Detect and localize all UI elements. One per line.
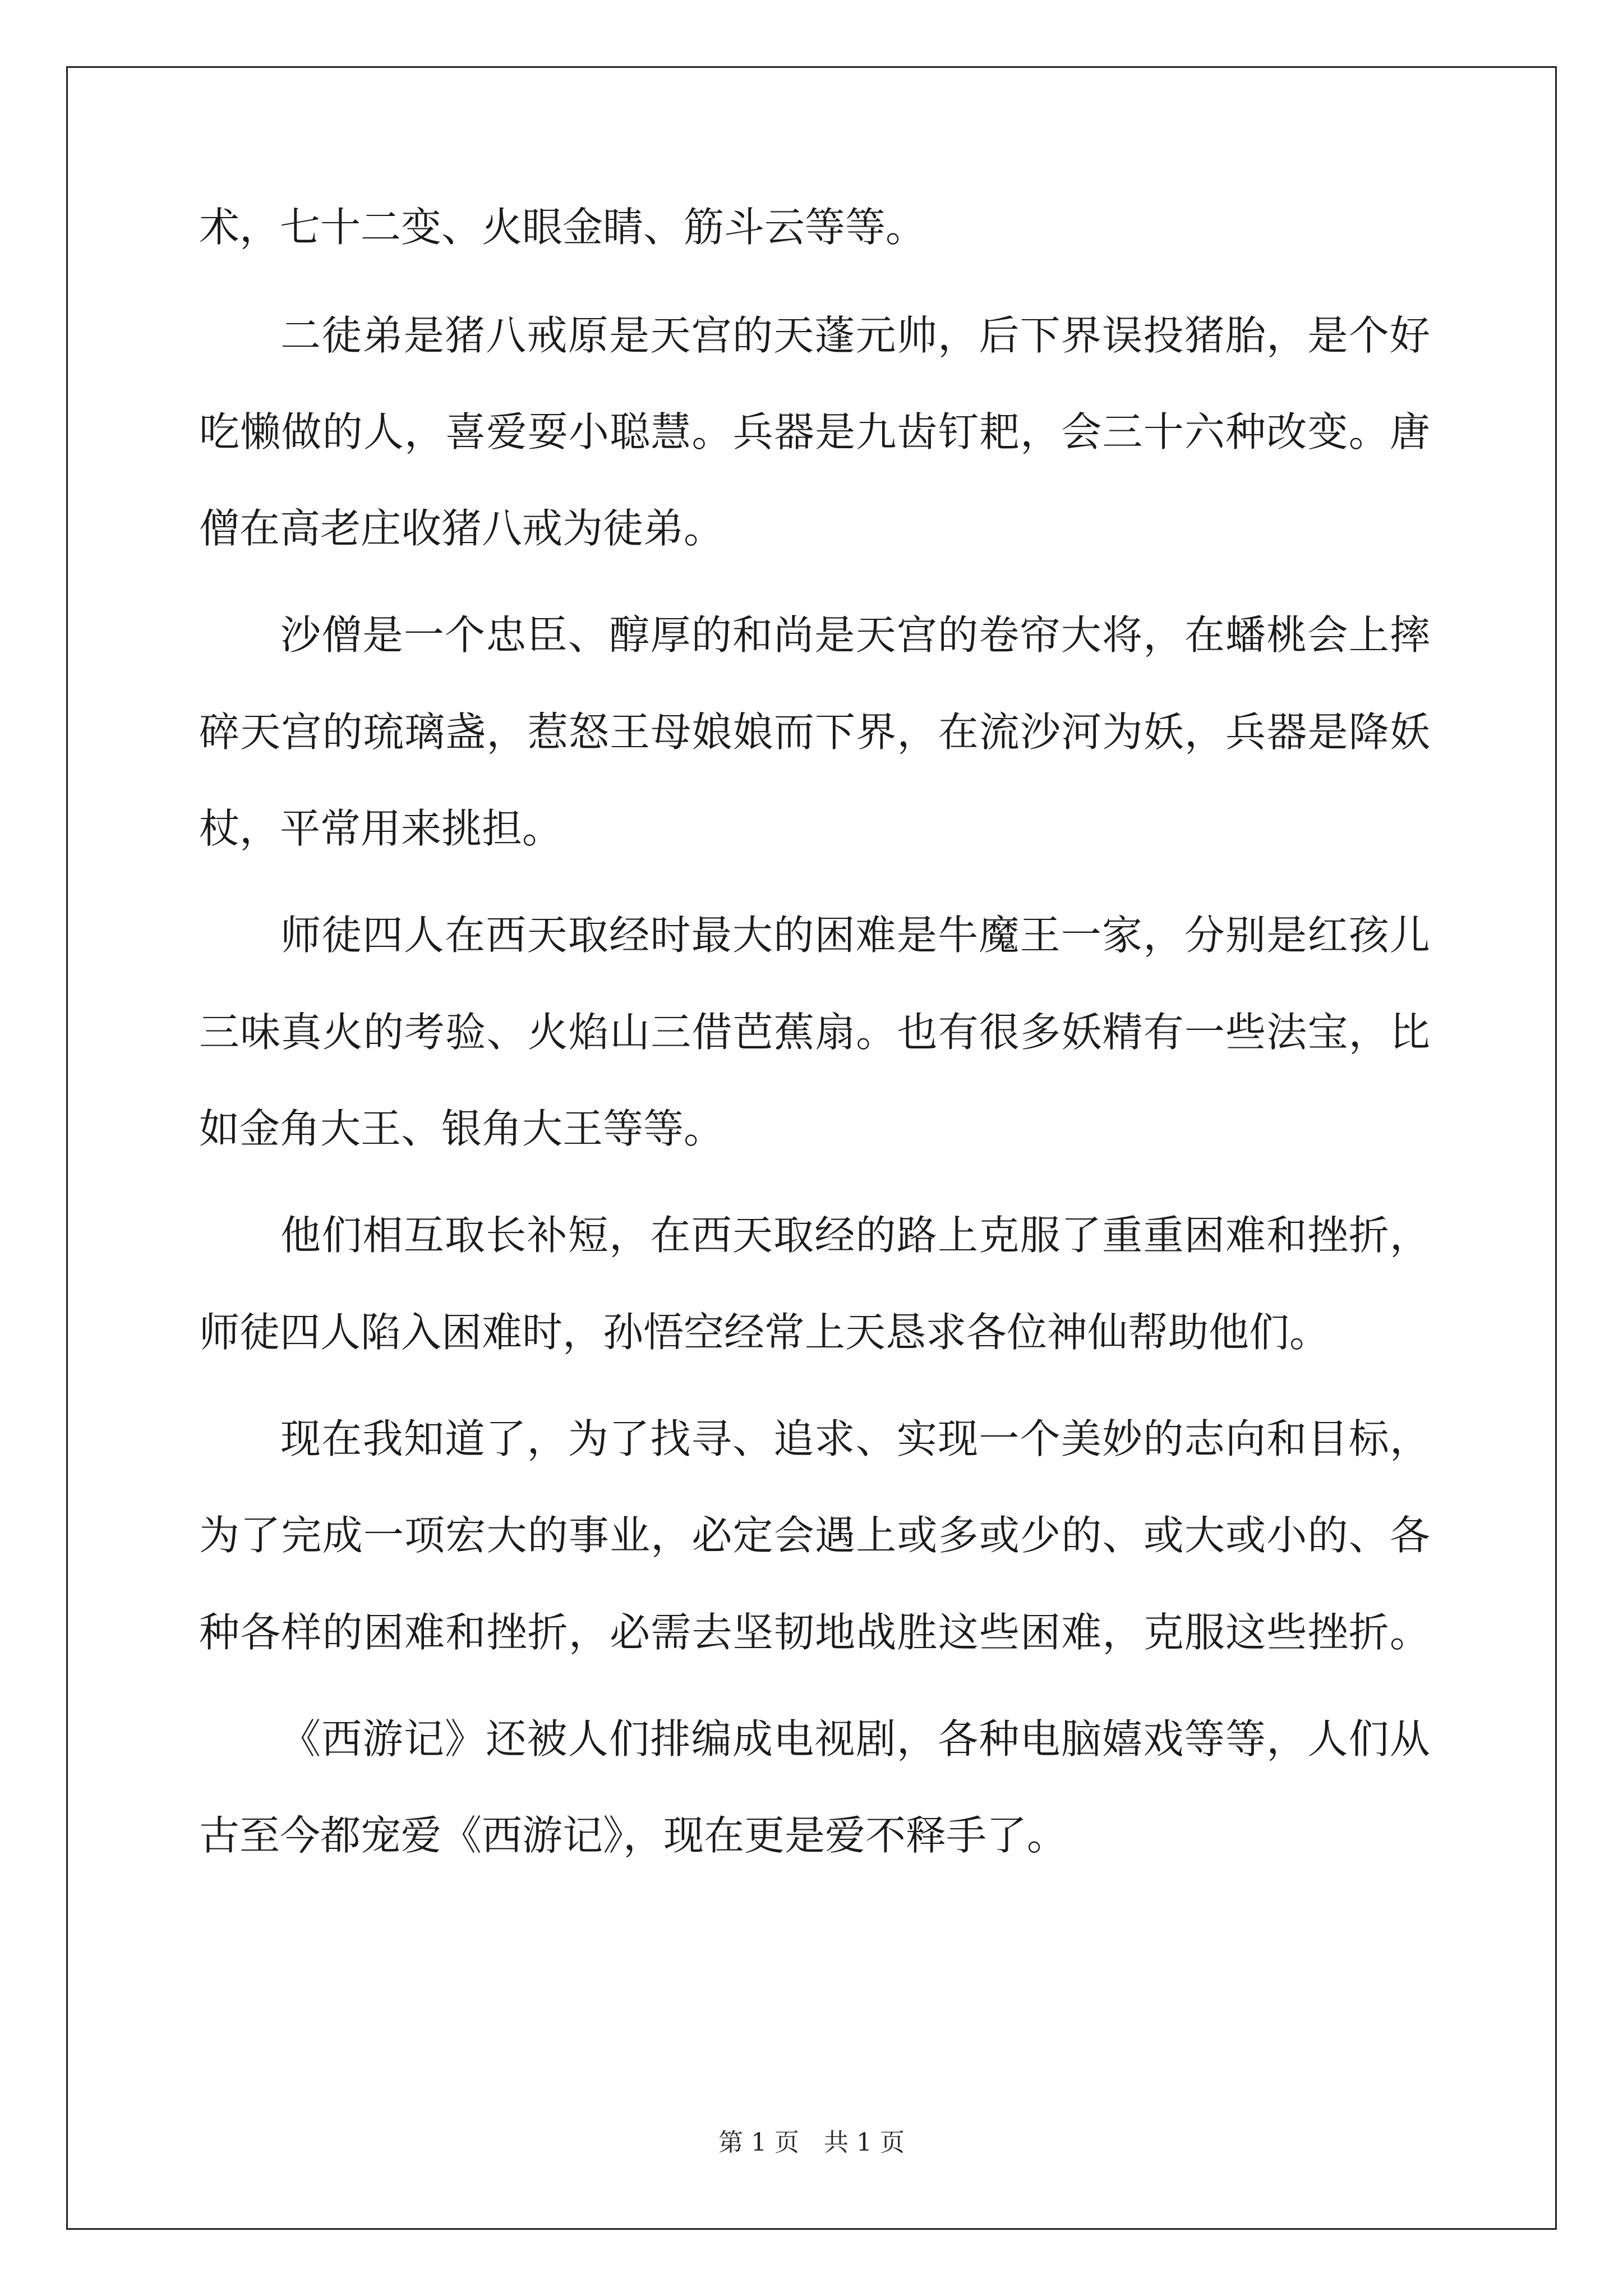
text-line: 他们相互取长补短，在西天取经的路上克服了重重困难和挫折， bbox=[280, 1212, 1430, 1259]
text-line: 师徒四人在西天取经时最大的困难是牛魔王一家，分别是红孩儿 bbox=[280, 912, 1430, 959]
text-line: 种各样的困难和挫折，必需去坚韧地战胜这些困难，克服这些挫折。 bbox=[199, 1609, 1430, 1656]
text-line: 杖，平常用来挑担。 bbox=[199, 805, 563, 852]
text-line: 二徒弟是猪八戒原是天宫的天蓬元帅，后下界误投猪胎，是个好 bbox=[280, 312, 1430, 359]
text-line: 为了完成一项宏大的事业，必定会遇上或多或少的、或大或小的、各 bbox=[199, 1512, 1430, 1559]
text-line: 古至今都宠爱《西游记》，现在更是爱不释手了。 bbox=[199, 1812, 1068, 1859]
text-line: 碎天宫的琉璃盏，惹怒王母娘娘而下界，在流沙河为妖，兵器是降妖 bbox=[199, 708, 1430, 756]
text-line: 三味真火的考验、火焰山三借芭蕉扇。也有很多妖精有一些法宝，比 bbox=[199, 1009, 1430, 1056]
page-number-footer: 第 1 页 共 1 页 bbox=[718, 2128, 905, 2157]
text-line: 现在我知道了，为了找寻、追求、实现一个美妙的志向和目标， bbox=[280, 1415, 1430, 1462]
text-line: 术，七十二变、火眼金睛、筋斗云等等。 bbox=[199, 204, 926, 251]
text-line: 师徒四人陷入困难时，孙悟空经常上天恳求各位神仙帮助他们。 bbox=[199, 1309, 1330, 1356]
text-line: 沙僧是一个忠臣、醇厚的和尚是天宫的卷帘大将，在蟠桃会上摔 bbox=[280, 611, 1430, 659]
text-line: 吃懒做的人，喜爱耍小聪慧。兵器是九齿钉耙，会三十六种改变。唐 bbox=[199, 408, 1430, 455]
text-line: 《西游记》还被人们排编成电视剧，各种电脑嬉戏等等，人们从 bbox=[280, 1715, 1430, 1763]
text-line: 僧在高老庄收猪八戒为徒弟。 bbox=[199, 505, 725, 552]
text-line: 如金角大王、银角大王等等。 bbox=[199, 1105, 725, 1152]
